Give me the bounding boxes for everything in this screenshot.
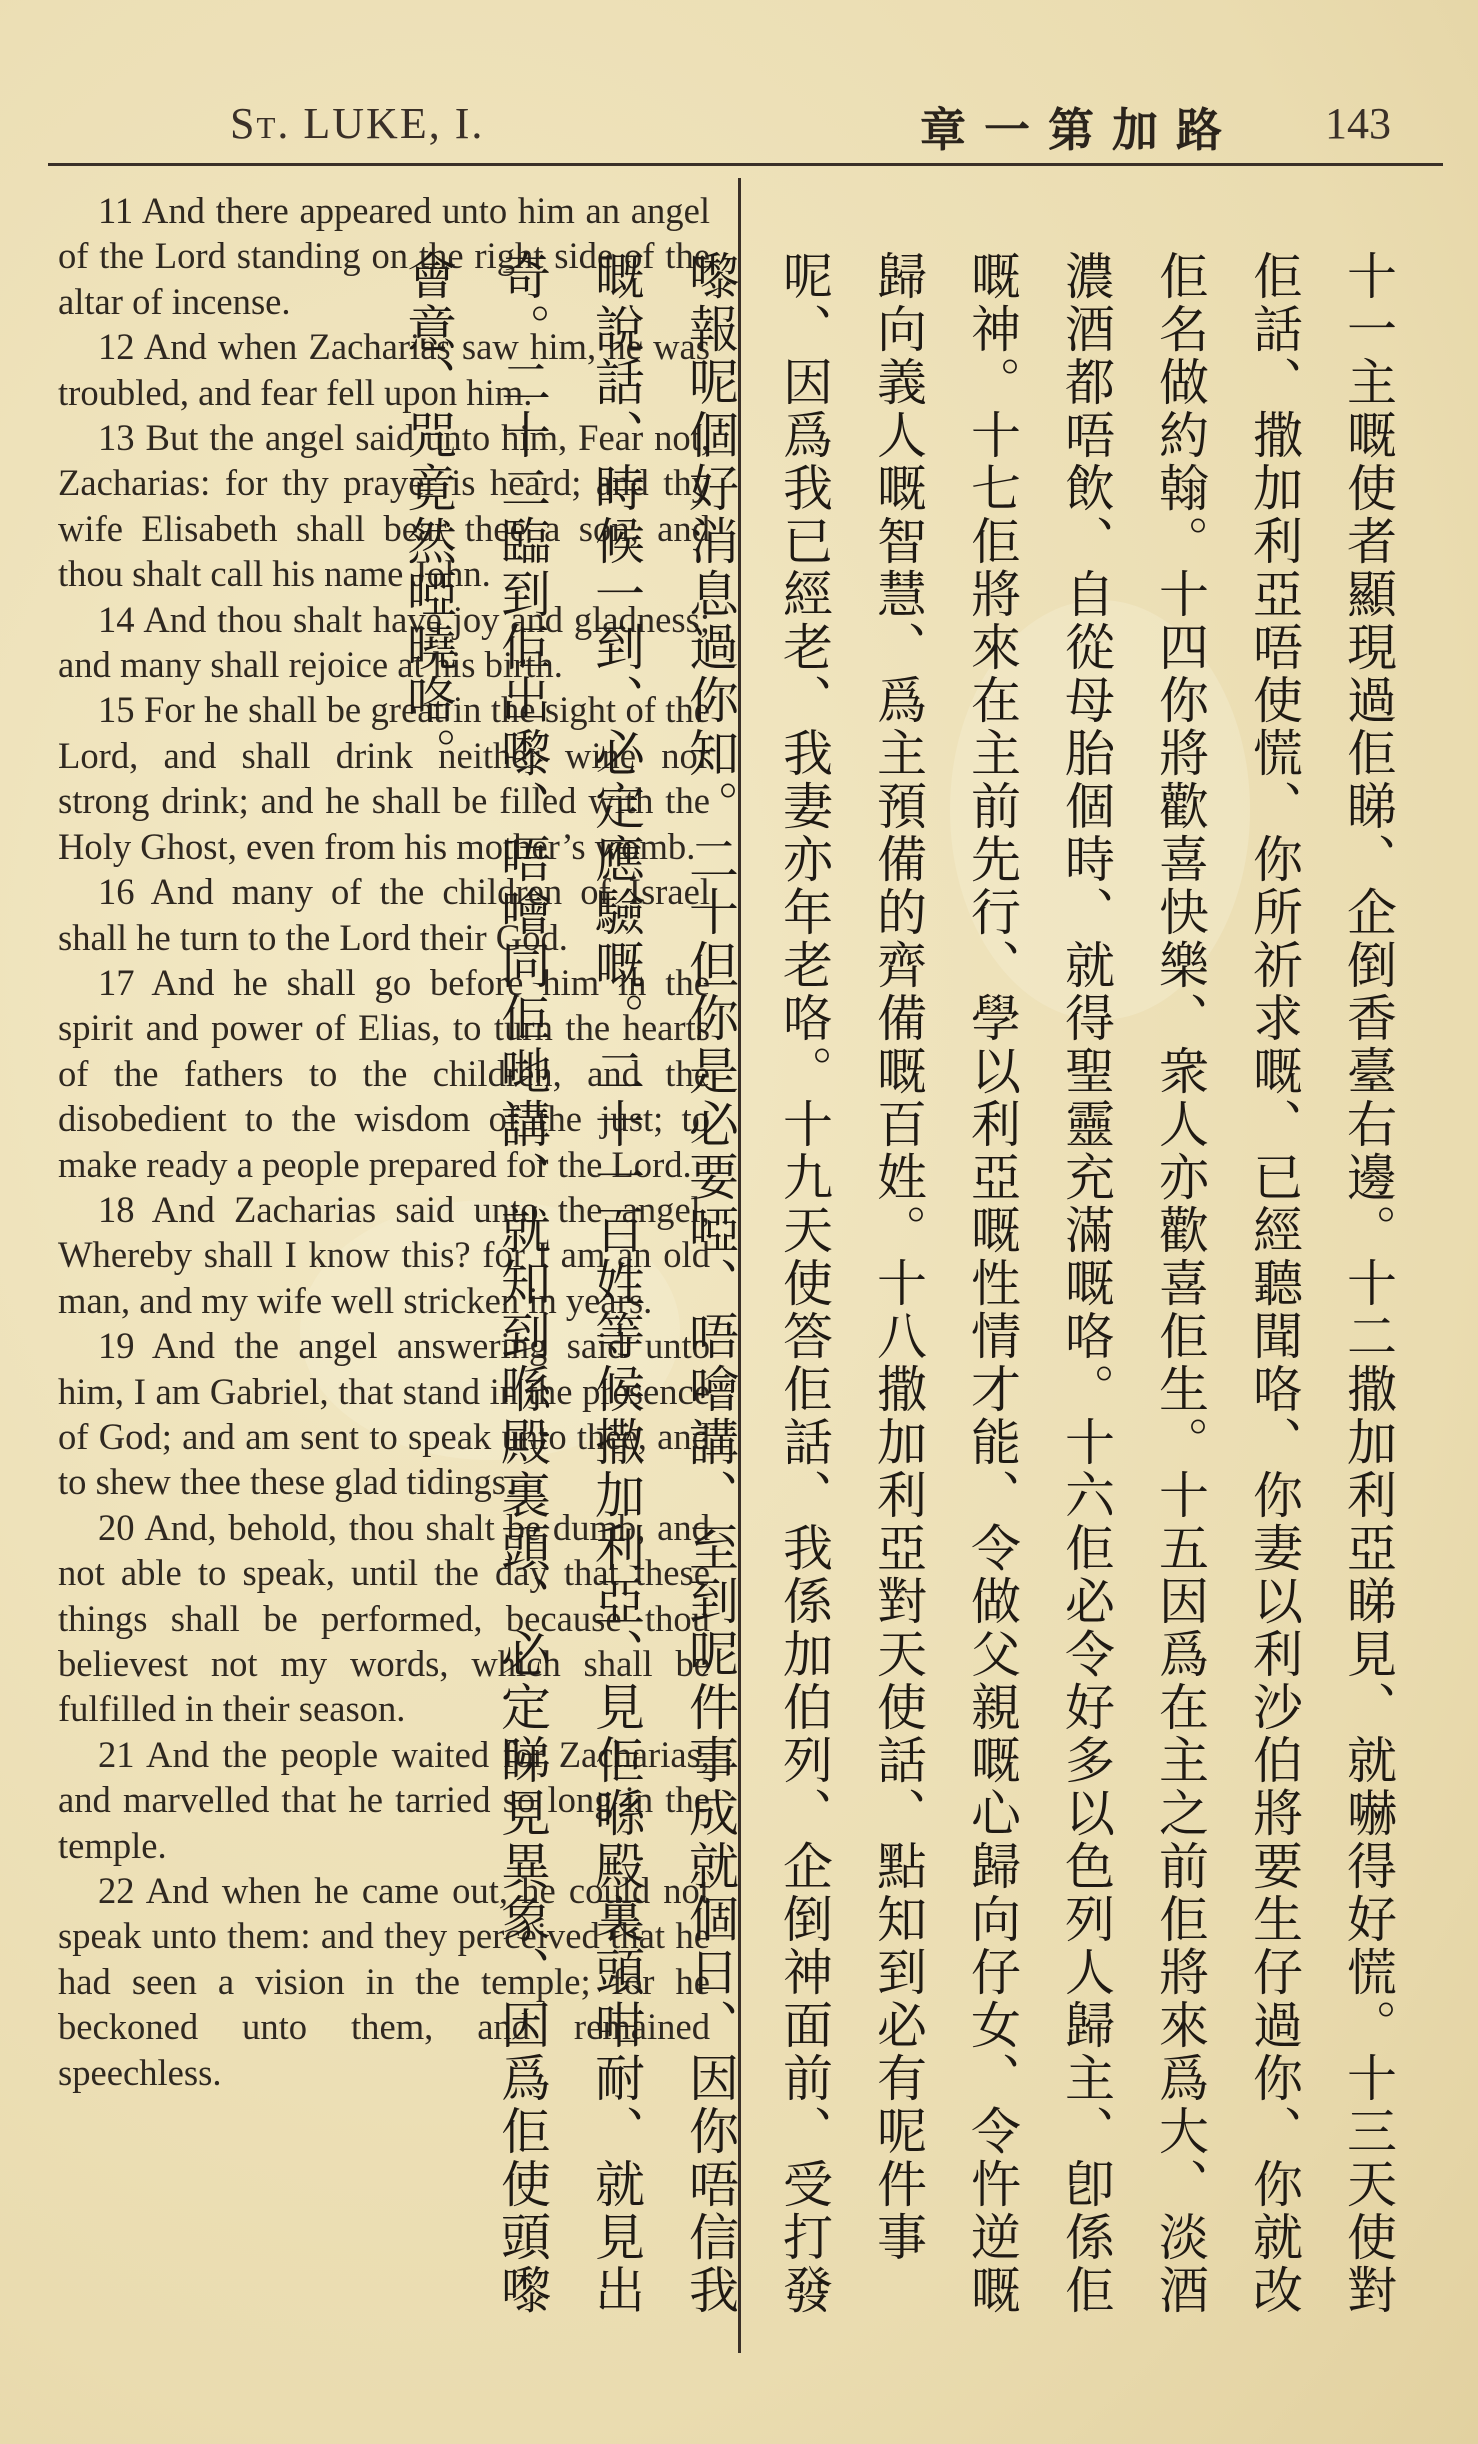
- header-rule: [48, 163, 1443, 166]
- verse-19: 19 And the angel answering said unto him, I am Gabriel, that stand in the presence of God; and am sent to speak unto thee, and to shew thee these glad tidings.: [58, 1325, 710, 1503]
- verse-15: 15 For he shall be great in the sight of the Lord, and shall drink neither wine nor strong drink; and he shall be filled with the Holy Ghost, even from his mother’s womb.: [58, 689, 710, 867]
- page-number: 143: [1325, 99, 1391, 148]
- verse-17: 17 And he shall go before him in the spirit and power of Elias, to turn the hearts of the fathers to the children, and the disobedient to the wisdom of the just; to make ready a people prepared for the Lord.: [58, 961, 710, 1185]
- verse-11: 11 And there appeared unto him an angel of the Lord standing on the right side of the altar of incense.: [58, 190, 710, 322]
- verse-18: 18 And Zacharias said unto the angel, Whereby shall I know this? for I am an old man, and my wife well stricken in years.: [58, 1188, 710, 1321]
- verse-16: 16 And many of the children of Israel shall he turn to the Lord their God.: [58, 871, 710, 958]
- verse-13: 13 But the angel said unto him, Fear not, Zacharias: for thy prayer is heard; and thy wife Elisabeth shall bear thee a son, and thou shalt call his name John.: [58, 417, 710, 595]
- verse-22: 22 And when he came out, he could not speak unto them: and they perceived that he had seen a vision in the temple; for he beckoned unto them, and remained speechless.: [58, 1870, 710, 2093]
- running-head: St. LUKE, I.: [230, 99, 485, 148]
- chinese-chapter-head: 章一第加路: [920, 103, 1240, 157]
- verse-20: 20 And, behold, thou shalt be dumb, and not able to speak, until the day that these things shall be performed, because thou believest not my words, which shall be fulfilled in their season.: [58, 1506, 710, 1730]
- chinese-text: 十一主嘅使者顯現過佢睇、企倒香臺右邊。十二撒加利亞睇見、就嚇得好慌。十三天使對佢話、撒加利亞唔使慌、你所祈求嘅、已經聽聞咯、你妻以利沙伯將要生仔過你、你就改佢名做約翰。十四你將歡喜快樂、衆人亦歡喜佢生。十五因爲在主之前佢將來爲大、淡酒濃酒都唔飲、自從母胎個時、就得聖靈充滿嘅咯。十六佢必令好多以色列人歸主、卽係佢嘅神。十七佢將來在主前先行、學以利亞嘅性情才能、令做父親嘅心歸向仔女、令忤逆嘅歸向義人嘅智慧、爲主預備的齊備嘅百姓。十八撒加利亞對天使話、點知到必有呢件事呢、因爲我已經老、我妻亦年老咯。十九天使答佢話、我係加伯列、企倒神面前、受打發嚟報呢個好消息過你知。二十但你是必要啞、唔噲講、至到呢件事成就個日、因你唔信我嘅說話、時候一到、必定應驗嘅。二十一百姓等候撒加利亞、見佢喺殿裏頭咁耐、就見出奇。二十二臨到佢出嚟、唔噲同佢哋講、就知到喺殿裏頭、必定睇見異象、因爲佢使頭嚟會意、咒竟然啞曉咯。: [399, 250, 1397, 2317]
- verse-14: 14 And thou shalt have joy and gladness; and many shall rejoice at his birth.: [58, 598, 710, 686]
- chinese-column: [399, 250, 1415, 2340]
- verse-12: 12 And when Zacharias saw him, he was troubled, and fear fell upon him.: [58, 326, 710, 413]
- verse-21: 21 And the people waited for Zacharias, and marvelled that he tarried so long in the temple.: [58, 1733, 710, 1866]
- page-header: [0, 80, 1478, 160]
